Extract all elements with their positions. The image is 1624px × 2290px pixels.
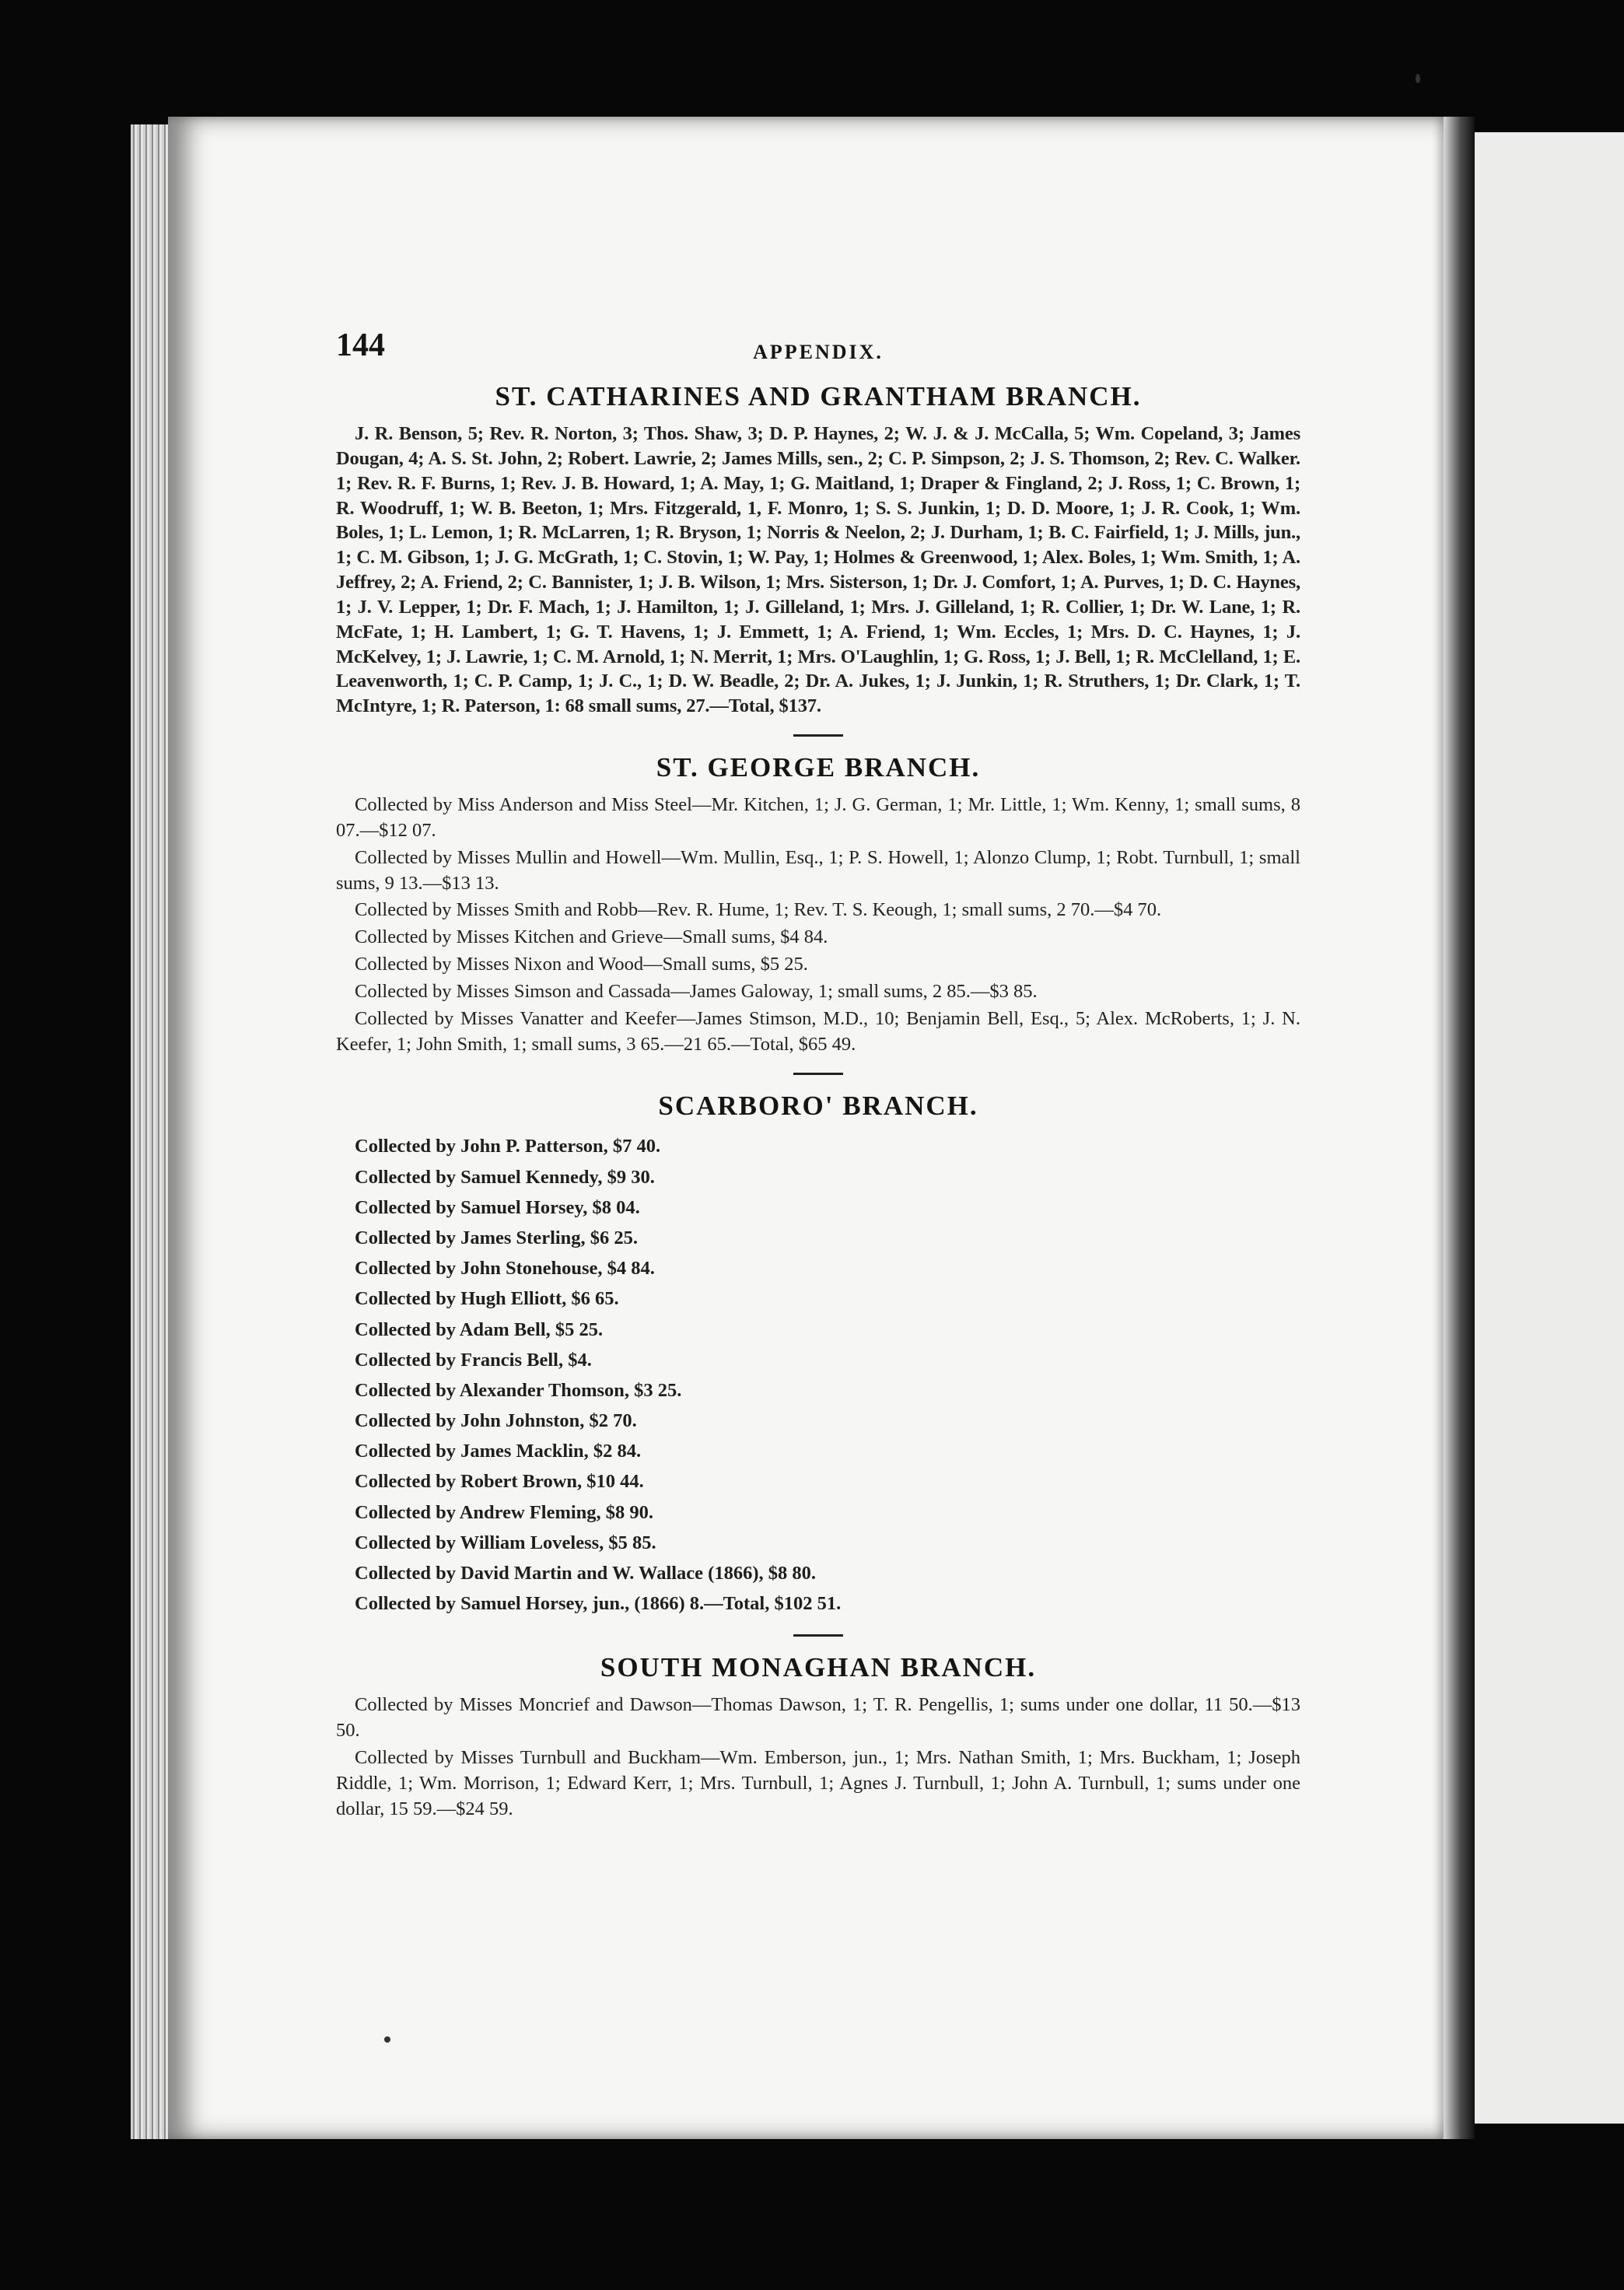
collection-line: Collected by Samuel Horsey, $8 04. [355,1196,640,1218]
running-head [336,327,1300,373]
running-title: APPENDIX. [753,341,884,363]
section-st-catharines [336,381,1300,719]
collection-line: Collected by Samuel Horsey, jun., (1866) 8.—Total, $102 51. [355,1593,842,1615]
collection-line: Collected by Andrew Fleming, $8 90. [355,1501,654,1523]
section-divider [793,1073,843,1075]
collection-line: Collected by James Macklin, $2 84. [355,1441,642,1462]
collection-line: Collected by John Johnston, $2 70. [355,1410,637,1432]
collection-entry: Collected by Miss Anderson and Miss Steel—Mr. Kitchen, 1; J. G. German, 1; Mr. Little, 1; Wm. Kenny, 1; small sums, 8 07.—$12 07. [336,794,1300,841]
collection-entry: Collected by Misses Kitchen and Grieve—Small sums, $4 84. [355,926,828,948]
collection-line: Collected by Adam Bell, $5 25. [355,1318,604,1340]
collection-line: Collected by Samuel Kennedy, $9 30. [355,1166,655,1188]
page-number: 144 [336,327,385,363]
section-title: SCARBORO' BRANCH. [658,1091,978,1122]
collection-line: Collected by James Sterling, $6 25. [355,1227,639,1248]
collection-line: Collected by Robert Brown, $10 44. [355,1471,644,1493]
subscriber-list: J. R. Benson, 5; Rev. R. Norton, 3; Thos. Shaw, 3; D. P. Haynes, 2; W. J. & J. McCalla, 5; Wm. Copeland, 3; James Dougan, 4; A. S. St. John, 2; Robert. Lawrie, 2; James Mills, sen., 2; C. P. Simpson, 2; J. S. Thomson, 2; Rev. C. Walker. 1; Rev. R. F. Burns, 1; Rev. J. B. Howard, 1; A. May, 1; G. Maitland, 1; Draper & Fingland, 2; J. Ross, 1; C. Brown, 1; R. Woodruff, 1; W. B. Beeton, 1; Mrs. Fitzgerald, 1, F. Monro, 1; S. S. Junkin, 1; D. D. Moore, 1; J. R. Cook, 1; Wm. Boles, 1; L. Lemon, 1; R. McLarren, 1; R. Bryson, 1; Norris & Neelon, 2; J. Durham, 1; B. C. Fairfield, 1; J. Mills, jun., 1; C. M. Gibson, 1; J. G. McGrath, 1; C. Stovin, 1; W. Pay, 1; Holmes & Greenwood, 1; Alex. Boles, 1; Wm. Smith, 1; A. Jeffrey, 2; A. Friend, 2; C. Bannister, 1; J. B. Wilson, 1; Mrs. Sisterson, 1; Dr. J. Comfort, 1; A. Purves, 1; D. C. Haynes, 1; J. V. Lepper, 1; Dr. F. Mach, 1; J. Hamilton, 1; J. Gilleland, 1; Mrs. J. Gilleland, 1; R. Collier, 1; Dr. W. Lane, 1; R. McFate, 1; H. Lambert, 1; G. T. Havens, 1; J. Emmett, 1; A. Friend, 1; Wm. Eccles, 1; Mrs. D. C. Haynes, 1; J. McKelvey, 1; J. Lawrie, 1; C. M. Arnold, 1; N. Merrit, 1; Mrs. O'Laughlin, 1; G. Ross, 1; J. Bell, 1; R. McClelland, 1; E. Leavenworth, 1; C. P. Camp, 1; J. C., 1; D. W. Beadle, 2; Dr. A. Jukes, 1; J. Junkin, 1; R. Struthers, 1; Dr. Clark, 1; T. McIntyre, 1; R. Paterson, 1: 68 small sums, 27.—Total, $137. [336,423,1300,717]
collection-entry: Collected by Misses Smith and Robb—Rev. R. Hume, 1; Rev. T. S. Keough, 1; small sums, 2 70.—$4 70. [355,899,1162,921]
section-title: ST. CATHARINES AND GRANTHAM BRANCH. [495,381,1142,411]
ink-speck [1416,74,1420,83]
collection-entry: Collected by Misses Simson and Cassada—James Galoway, 1; small sums, 2 85.—$3 85. [355,980,1038,1002]
section-st-george [336,752,1300,1057]
collection-entry: Collected by Misses Vanatter and Keefer—James Stimson, M.D., 10; Benjamin Bell, Esq., 5; Alex. McRoberts, 1; J. N. Keefer, 1; John Smith, 1; small sums, 3 65.—21 65.—Total, $65 49. [336,1007,1300,1055]
collection-line: Collected by Hugh Elliott, $6 65. [355,1288,619,1310]
collection-line: Collected by John P. Patterson, $7 40. [355,1136,661,1157]
facing-page [1475,132,1624,2124]
collection-entry: Collected by Misses Mullin and Howell—Wm. Mullin, Esq., 1; P. S. Howell, 1; Alonzo Clump, 1; Robt. Turnbull, 1; small sums, 9 13.—$13 13. [336,846,1300,894]
book-gutter [1444,117,1475,2139]
collection-entry: Collected by Misses Nixon and Wood—Small sums, $5 25. [355,954,808,975]
section-scarboro [336,1091,1300,1619]
section-title: SOUTH MONAGHAN BRANCH. [600,1652,1037,1683]
section-divider [793,734,843,737]
collection-entry: Collected by Misses Turnbull and Buckham—Wm. Emberson, jun., 1; Mrs. Nathan Smith, 1; Mrs. Buckham, 1; Joseph Riddle, 1; Wm. Morrison, 1; Edward Kerr, 1; Mrs. Turnbull, 1; Agnes J. Turnbull, 1; John A. Turnbull, 1; sums under one dollar, 15 59.—$24 59. [336,1747,1300,1819]
ink-speck [384,2036,390,2043]
collection-line: Collected by William Loveless, $5 85. [355,1532,656,1553]
collection-line: Collected by Alexander Thomson, $3 25. [355,1379,682,1401]
collection-line: Collected by Francis Bell, $4. [355,1349,592,1371]
page-content [336,327,1300,1824]
collection-line: Collected by John Stonehouse, $4 84. [355,1258,655,1280]
collection-line: Collected by David Martin and W. Wallace (1866), $8 80. [355,1563,817,1584]
section-south-monaghan [336,1652,1300,1822]
collection-entry: Collected by Misses Moncrief and Dawson—Thomas Dawson, 1; T. R. Pengellis, 1; sums under one dollar, 11 50.—$13 50. [336,1694,1300,1742]
section-title: ST. GEORGE BRANCH. [656,752,981,783]
section-divider [793,1634,843,1637]
